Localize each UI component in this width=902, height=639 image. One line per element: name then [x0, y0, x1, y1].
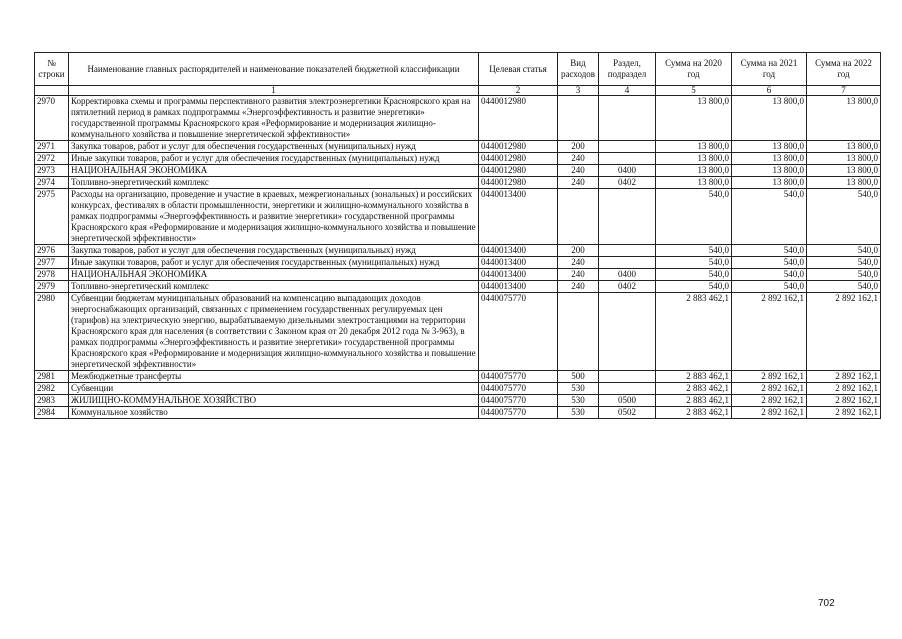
- row-section: 0400: [599, 165, 656, 177]
- row-sum-2022: 2 892 162,1: [807, 293, 881, 371]
- row-sum-2020: 2 883 462,1: [656, 383, 732, 395]
- row-sum-2021: 2 892 162,1: [732, 383, 807, 395]
- table-row: [35, 371, 881, 383]
- row-name: Иные закупки товаров, работ и услуг для обеспечения государственных (муниципальных) нужд: [69, 257, 479, 269]
- row-sum-2022: 13 800,0: [807, 177, 881, 189]
- column-number: 3: [558, 86, 599, 96]
- row-expense-type: 530: [558, 395, 599, 407]
- row-expense-type: 240: [558, 153, 599, 165]
- column-number: 6: [732, 86, 807, 96]
- row-number: 2984: [35, 407, 69, 419]
- row-expense-type: 530: [558, 383, 599, 395]
- row-sum-2020: 2 883 462,1: [656, 293, 732, 371]
- row-expense-type: 500: [558, 371, 599, 383]
- row-number: 2978: [35, 269, 69, 281]
- header-row-number: № строки: [35, 53, 69, 86]
- header-sum-2020: Сумма на 2020 год: [656, 53, 732, 86]
- header-expense-type: Вид расходов: [558, 53, 599, 86]
- row-sum-2022: 2 892 162,1: [807, 371, 881, 383]
- row-expense-type: [558, 293, 599, 371]
- table-row: [35, 189, 881, 245]
- row-expense-type: [558, 96, 599, 141]
- row-name: Иные закупки товаров, работ и услуг для обеспечения государственных (муниципальных) нужд: [69, 153, 479, 165]
- row-name: НАЦИОНАЛЬНАЯ ЭКОНОМИКА: [69, 269, 479, 281]
- column-number: 5: [656, 86, 732, 96]
- row-target-article: 0440012980: [479, 165, 558, 177]
- row-sum-2022: 540,0: [807, 257, 881, 269]
- row-expense-type: 240: [558, 269, 599, 281]
- row-sum-2021: 2 892 162,1: [732, 293, 807, 371]
- column-number: 7: [807, 86, 881, 96]
- row-target-article: 0440075770: [479, 383, 558, 395]
- row-section: 0500: [599, 395, 656, 407]
- row-expense-type: 240: [558, 177, 599, 189]
- table-row: [35, 407, 881, 419]
- row-sum-2021: 13 800,0: [732, 177, 807, 189]
- row-name: Корректировка схемы и программы перспективного развития электроэнергетики Красноярского края на пятилетний период в рамках подпрограммы «Энергоэффективность и развитие энергетики» государственной программы Красноярского края «Реформирование и модернизация жилищно-коммунального хозяйства и повышение энергетической эффективности»: [69, 96, 479, 141]
- row-sum-2020: 540,0: [656, 281, 732, 293]
- row-sum-2022: 13 800,0: [807, 141, 881, 153]
- row-section: [599, 293, 656, 371]
- row-number: 2977: [35, 257, 69, 269]
- row-section: 0502: [599, 407, 656, 419]
- row-target-article: 0440013400: [479, 245, 558, 257]
- table-body: [35, 96, 881, 419]
- row-sum-2021: 13 800,0: [732, 165, 807, 177]
- row-sum-2022: 13 800,0: [807, 165, 881, 177]
- row-number: 2981: [35, 371, 69, 383]
- table-row: [35, 395, 881, 407]
- row-expense-type: [558, 189, 599, 245]
- table-row: [35, 269, 881, 281]
- table-row: [35, 281, 881, 293]
- row-sum-2022: 2 892 162,1: [807, 407, 881, 419]
- table-row: [35, 177, 881, 189]
- row-sum-2020: 2 883 462,1: [656, 407, 732, 419]
- row-sum-2020: 13 800,0: [656, 165, 732, 177]
- row-target-article: 0440013400: [479, 189, 558, 245]
- row-sum-2021: 540,0: [732, 245, 807, 257]
- row-target-article: 0440075770: [479, 395, 558, 407]
- column-number: 1: [69, 86, 479, 96]
- row-number: 2982: [35, 383, 69, 395]
- row-sum-2021: 2 892 162,1: [732, 407, 807, 419]
- header-target-article: Целевая статья: [479, 53, 558, 86]
- row-name: Субвенции бюджетам муниципальных образований на компенсацию выпадающих доходов энергоснабжающих организаций, связанных с применением государственных регулируемых цен (тарифов) на электрическую энергию, вырабатываемую дизельными электростанциями на территории Красноярского края для населения (в соответствии с Законом края от 20 декабря 2012 года № 3-963), в рамках подпрограммы «Энергоэффективность и развитие энергетики» государственной программы Красноярского края «Реформирование и модернизация жилищно-коммунального хозяйства и повышение энергетической эффективности»: [69, 293, 479, 371]
- table-row: [35, 153, 881, 165]
- row-number: 2973: [35, 165, 69, 177]
- row-sum-2020: 13 800,0: [656, 153, 732, 165]
- row-section: 0400: [599, 269, 656, 281]
- row-sum-2022: 540,0: [807, 189, 881, 245]
- row-sum-2022: 540,0: [807, 281, 881, 293]
- row-sum-2021: 2 892 162,1: [732, 395, 807, 407]
- row-sum-2022: 540,0: [807, 269, 881, 281]
- table-row: [35, 141, 881, 153]
- header-row: [35, 53, 881, 86]
- row-target-article: 0440012980: [479, 153, 558, 165]
- row-target-article: 0440012980: [479, 177, 558, 189]
- table-row: [35, 293, 881, 371]
- row-sum-2021: 13 800,0: [732, 153, 807, 165]
- row-section: [599, 141, 656, 153]
- row-sum-2022: 2 892 162,1: [807, 395, 881, 407]
- row-name: Субвенции: [69, 383, 479, 395]
- row-target-article: 0440012980: [479, 141, 558, 153]
- row-number: 2971: [35, 141, 69, 153]
- column-number: 2: [479, 86, 558, 96]
- row-target-article: 0440012980: [479, 96, 558, 141]
- row-sum-2021: 540,0: [732, 269, 807, 281]
- row-name: Топливно-энергетический комплекс: [69, 177, 479, 189]
- row-section: [599, 153, 656, 165]
- row-number: 2974: [35, 177, 69, 189]
- row-section: [599, 189, 656, 245]
- row-target-article: 0440075770: [479, 371, 558, 383]
- row-sum-2021: 2 892 162,1: [732, 371, 807, 383]
- table-row: [35, 96, 881, 141]
- row-number: 2972: [35, 153, 69, 165]
- row-section: [599, 371, 656, 383]
- row-sum-2021: 13 800,0: [732, 141, 807, 153]
- table-row: [35, 383, 881, 395]
- row-sum-2020: 540,0: [656, 189, 732, 245]
- row-name: НАЦИОНАЛЬНАЯ ЭКОНОМИКА: [69, 165, 479, 177]
- row-expense-type: 240: [558, 165, 599, 177]
- row-number: 2976: [35, 245, 69, 257]
- row-number: 2979: [35, 281, 69, 293]
- row-number: 2970: [35, 96, 69, 141]
- row-section: 0402: [599, 281, 656, 293]
- row-target-article: 0440075770: [479, 407, 558, 419]
- row-sum-2020: 540,0: [656, 245, 732, 257]
- row-name: ЖИЛИЩНО-КОММУНАЛЬНОЕ ХОЗЯЙСТВО: [69, 395, 479, 407]
- row-expense-type: 240: [558, 281, 599, 293]
- row-expense-type: 530: [558, 407, 599, 419]
- row-sum-2020: 2 883 462,1: [656, 371, 732, 383]
- row-name: Топливно-энергетический комплекс: [69, 281, 479, 293]
- row-name: Коммунальное хозяйство: [69, 407, 479, 419]
- column-number: 4: [599, 86, 656, 96]
- row-section: [599, 383, 656, 395]
- row-sum-2021: 540,0: [732, 281, 807, 293]
- row-sum-2020: 2 883 462,1: [656, 395, 732, 407]
- table-row: [35, 165, 881, 177]
- table-row: [35, 257, 881, 269]
- row-sum-2022: 2 892 162,1: [807, 383, 881, 395]
- row-sum-2020: 13 800,0: [656, 177, 732, 189]
- row-name: Межбюджетные трансферты: [69, 371, 479, 383]
- table-row: [35, 245, 881, 257]
- row-sum-2020: 13 800,0: [656, 96, 732, 141]
- row-section: [599, 257, 656, 269]
- row-sum-2020: 540,0: [656, 257, 732, 269]
- row-sum-2021: 13 800,0: [732, 96, 807, 141]
- row-section: [599, 96, 656, 141]
- row-sum-2020: 540,0: [656, 269, 732, 281]
- row-target-article: 0440013400: [479, 269, 558, 281]
- row-name: Закупка товаров, работ и услуг для обеспечения государственных (муниципальных) нужд: [69, 141, 479, 153]
- row-name: Закупка товаров, работ и услуг для обеспечения государственных (муниципальных) нужд: [69, 245, 479, 257]
- row-sum-2022: 540,0: [807, 245, 881, 257]
- row-number: 2983: [35, 395, 69, 407]
- row-name: Расходы на организацию, проведение и участие в краевых, межрегиональных (зональных) и российских конкурсах, фестивалях в области промышленности, энергетики и жилищно-коммунального хозяйства в рамках подпрограммы «Энергоэффективность и развитие энергетики» государственной программы Красноярского края «Реформирование и модернизация жилищно-коммунального хозяйства и повышение энергетической эффективности»: [69, 189, 479, 245]
- row-sum-2020: 13 800,0: [656, 141, 732, 153]
- row-expense-type: 200: [558, 141, 599, 153]
- row-sum-2021: 540,0: [732, 257, 807, 269]
- row-section: 0402: [599, 177, 656, 189]
- header-sum-2022: Сумма на 2022 год: [807, 53, 881, 86]
- row-sum-2021: 540,0: [732, 189, 807, 245]
- row-section: [599, 245, 656, 257]
- row-number: 2980: [35, 293, 69, 371]
- row-number: 2975: [35, 189, 69, 245]
- row-target-article: 0440075770: [479, 293, 558, 371]
- header-section: Раздел, подраздел: [599, 53, 656, 86]
- row-sum-2022: 13 800,0: [807, 96, 881, 141]
- row-target-article: 0440013400: [479, 257, 558, 269]
- budget-table: [34, 52, 881, 419]
- row-target-article: 0440013400: [479, 281, 558, 293]
- header-name: Наименование главных распорядителей и наименование показателей бюджетной классификации: [69, 53, 479, 86]
- row-expense-type: 240: [558, 257, 599, 269]
- column-number: [35, 86, 69, 96]
- page-number: 702: [818, 598, 835, 609]
- header-sum-2021: Сумма на 2021 год: [732, 53, 807, 86]
- row-sum-2022: 13 800,0: [807, 153, 881, 165]
- column-number-row: [35, 86, 881, 96]
- row-expense-type: 200: [558, 245, 599, 257]
